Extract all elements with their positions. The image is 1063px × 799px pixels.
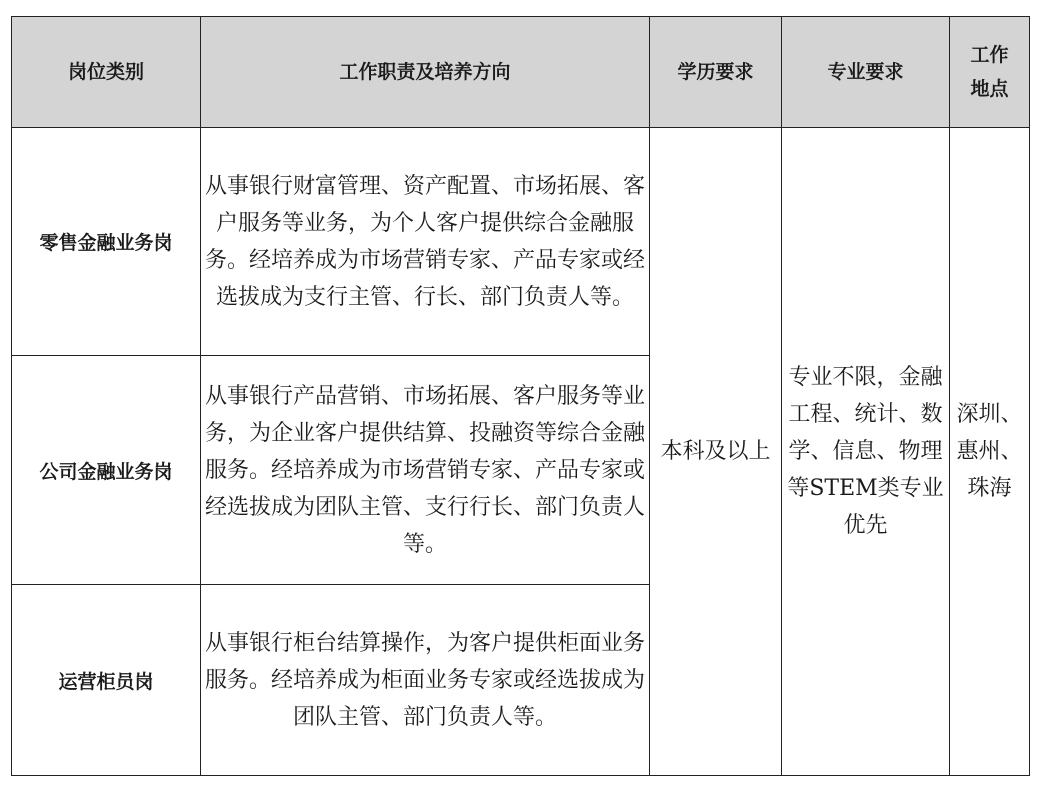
table-row [12, 128, 1030, 356]
header-duties: 工作职责及培养方向 [201, 17, 650, 128]
category-cell: 零售金融业务岗 [12, 128, 201, 356]
duties-cell: 从事银行柜台结算操作，为客户提供柜面业务服务。经培养成为柜面业务专家或经选拔成为团队主管、部门负责人等。 [201, 585, 650, 776]
job-positions-table [11, 16, 1030, 776]
education-cell: 本科及以上 [650, 128, 782, 776]
table-header-row [12, 17, 1030, 128]
header-major: 专业要求 [782, 17, 950, 128]
category-cell: 运营柜员岗 [12, 585, 201, 776]
duties-cell: 从事银行财富管理、资产配置、市场拓展、客户服务等业务，为个人客户提供综合金融服务。经培养成为市场营销专家、产品专家或经选拔成为支行主管、行长、部门负责人等。 [201, 128, 650, 356]
duties-cell: 从事银行产品营销、市场拓展、客户服务等业务，为企业客户提供结算、投融资等综合金融服务。经培养成为市场营销专家、产品专家或经选拔成为团队主管、支行行长、部门负责人等。 [201, 356, 650, 585]
location-cell: 深圳、惠州、珠海 [950, 128, 1030, 776]
header-category: 岗位类别 [12, 17, 201, 128]
header-location: 工作地点 [950, 17, 1030, 128]
header-education: 学历要求 [650, 17, 782, 128]
major-cell: 专业不限，金融工程、统计、数学、信息、物理等STEM类专业优先 [782, 128, 950, 776]
category-cell: 公司金融业务岗 [12, 356, 201, 585]
